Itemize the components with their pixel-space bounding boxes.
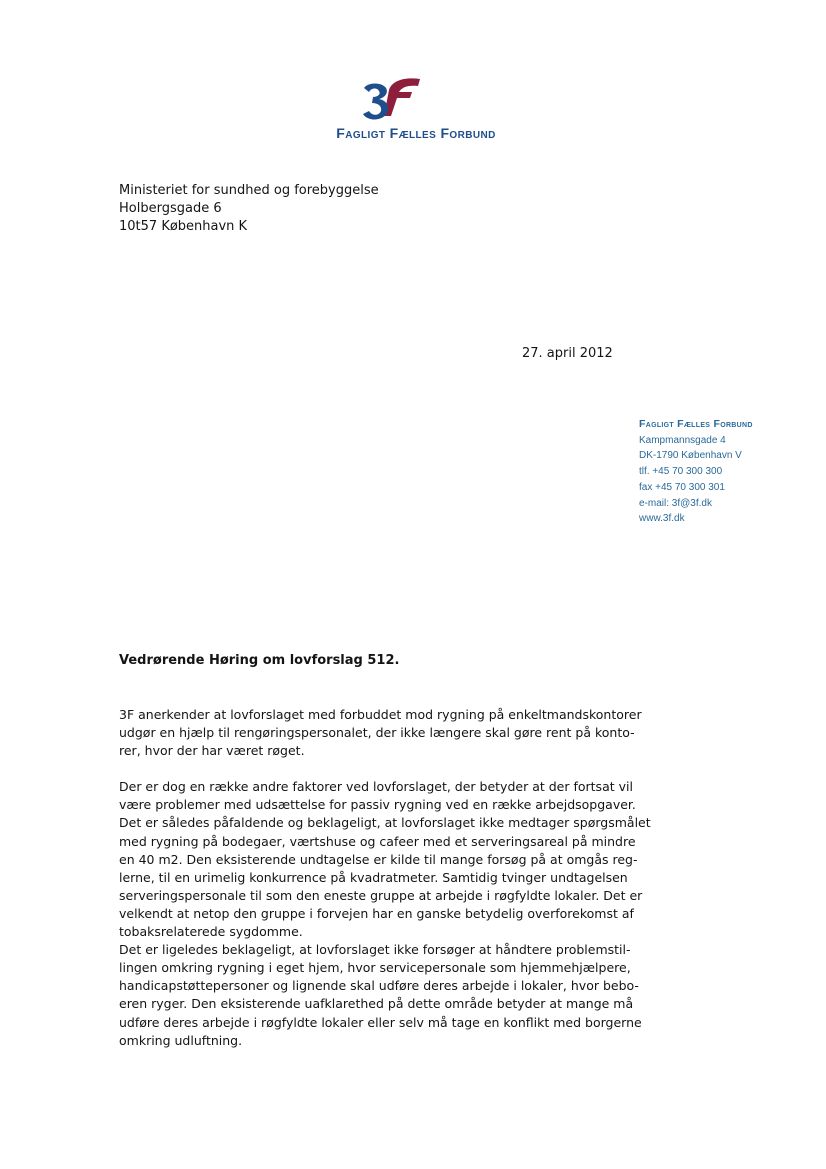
letter-date: 27. april 2012 xyxy=(522,346,613,361)
letter-subject: Vedrørende Høring om lovforslag 512. xyxy=(119,653,400,668)
body-line: med rygning på bodegaer, værtshuse og cafeer med et serveringsareal på mindre xyxy=(119,833,636,849)
body-line: udføre deres arbejde i røgfyldte lokaler eller selv må tage en konflikt med borgerne xyxy=(119,1014,642,1030)
body-line: serveringspersonale til som den eneste gruppe at arbejde i røgfyldte lokaler. Det er xyxy=(119,887,643,903)
sender-org: Fagligt Fælles Forbund xyxy=(639,418,753,430)
letterhead-org-name: Fagligt Fælles Forbund xyxy=(336,125,496,141)
body-line: Det er ligeledes beklageligt, at lovforslaget ikke forsøger at håndtere problemstil- xyxy=(119,942,631,958)
body-line: en 40 m2. Den eksisterende undtagelse er kilde til mange forsøg på at omgås reg- xyxy=(119,851,638,867)
body-paragraph xyxy=(119,778,651,941)
sender-fax: fax +45 70 300 301 xyxy=(639,481,725,493)
sender-city: DK-1790 København V xyxy=(639,450,742,462)
body-paragraph xyxy=(119,706,642,760)
body-line: Det er således påfaldende og beklageligt, at lovforslaget ikke medtager spørgsmålet xyxy=(119,815,651,831)
body-line: eren ryger. Den eksisterende uafklarethed på dette område betyder at mange må xyxy=(119,996,634,1012)
body-line: tobaksrelaterede sygdomme. xyxy=(119,924,303,940)
sender-web: www.3f.dk xyxy=(639,513,685,525)
body-line: handicapstøttepersoner og lignende skal udføre deres arbejde i lokaler, hvor bebo- xyxy=(119,978,639,994)
sender-street: Kampmannsgade 4 xyxy=(639,434,726,446)
sender-email: e-mail: 3f@3f.dk xyxy=(639,497,712,509)
recipient-line: Ministeriet for sundhed og forebyggelse xyxy=(119,183,379,198)
letter-body xyxy=(119,706,651,1050)
body-line: udgør en hjælp til rengøringspersonalet, der ikke længere skal gøre rent på konto- xyxy=(119,725,635,741)
body-line: lingen omkring rygning i eget hjem, hvor servicepersonale som hjemmehjælpere, xyxy=(119,960,631,976)
body-line: lerne, til en urimelig konkurrence på kvadratmeter. Samtidig tvinger undtagelsen xyxy=(119,869,628,885)
body-line: omkring udluftning. xyxy=(119,1032,243,1048)
body-line: rer, hvor der har været røget. xyxy=(119,743,305,759)
recipient-line: 10t57 København K xyxy=(119,219,248,234)
body-line: være problemer med udsættelse for passiv rygning ved en række arbejdsopgaver. xyxy=(119,797,636,813)
body-paragraph xyxy=(119,941,642,1050)
body-line: 3F anerkender at lovforslaget med forbuddet mod rygning på enkeltmandskontorer xyxy=(119,707,642,722)
body-line: velkendt at netop den gruppe i forvejen har en ganske betydelig overforekomst af xyxy=(119,905,634,921)
sender-phone: tlf. +45 70 300 300 xyxy=(639,466,723,478)
recipient-address xyxy=(119,182,379,236)
sender-address xyxy=(639,417,753,527)
recipient-line: Holbergsgade 6 xyxy=(119,201,222,216)
3f-logo-icon xyxy=(362,76,422,122)
body-line: Der er dog en række andre faktorer ved lovforslaget, der betyder at der fortsat vil xyxy=(119,779,633,795)
